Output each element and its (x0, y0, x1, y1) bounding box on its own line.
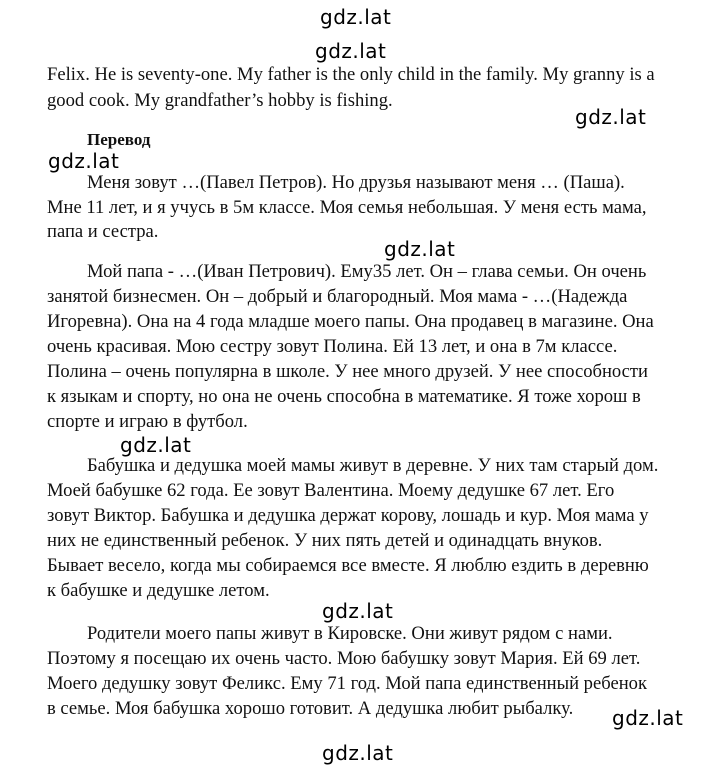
paragraph-line: Меня зовут …(Павел Петров). Но друзья называют меня … (Паша). (87, 172, 625, 193)
watermark-text: gdz.lat (120, 433, 192, 457)
paragraph-line: них не единственный ребенок. У них пять детей и одинадцать внуков. (47, 530, 603, 551)
paragraph-line: очень красивая. Мою сестру зовут Полина. Ей 13 лет, и она в 7м классе. (47, 336, 618, 357)
paragraph-line: Игоревна). Она на 4 года младше моего папы. Она продавец в магазине. Она (47, 311, 654, 332)
paragraph-line: Моего дедушку зовут Феликс. Ему 71 год. Мой папа единственный ребенок (47, 673, 647, 694)
paragraph-line: папа и сестра. (47, 221, 159, 242)
paragraph-line: к языкам и спорту, но она не очень способна в математике. Я тоже хорош в (47, 386, 641, 407)
watermark-text: gdz.lat (322, 741, 394, 765)
watermark-text: gdz.lat (384, 237, 456, 261)
translation-heading: Перевод (87, 130, 151, 149)
paragraph-line: Родители моего папы живут в Кировске. Они живут рядом с нами. (87, 623, 613, 644)
paragraph-line: в семье. Моя бабушка хорошо готовит. А дедушка любит рыбалку. (47, 698, 574, 719)
english-line: Felix. He is seventy-one. My father is the only child in the family. My granny is a (47, 64, 655, 85)
paragraph-line: Мне 11 лет, и я учусь в 5м классе. Моя семья небольшая. У меня есть мама, (47, 197, 647, 218)
paragraph-line: занятой бизнесмен. Он – добрый и благородный. Моя мама - …(Надежда (47, 286, 628, 307)
paragraph-line: к бабушке и дедушке летом. (47, 580, 270, 601)
paragraph-line: Мой папа - …(Иван Петрович). Ему35 лет. Он – глава семьи. Он очень (87, 261, 647, 282)
watermark-text: gdz.lat (320, 5, 392, 29)
watermark-text: gdz.lat (315, 39, 387, 63)
paragraph-line: Моей бабушке 62 года. Ее зовут Валентина. Моему дедушке 67 лет. Его (47, 480, 615, 501)
paragraph-line: зовут Виктор. Бабушка и дедушка держат корову, лошадь и кур. Моя мама у (47, 505, 649, 526)
paragraph-line: спорте и играю в футбол. (47, 411, 248, 432)
watermark-text: gdz.lat (48, 149, 120, 173)
paragraph-line: Поэтому я посещаю их очень часто. Мою бабушку зовут Мария. Ей 69 лет. (47, 648, 641, 669)
watermark-text: gdz.lat (575, 105, 647, 129)
paragraph-line: Полина – очень популярна в школе. У нее много друзей. У нее способности (47, 361, 649, 382)
watermark-text: gdz.lat (612, 706, 684, 730)
watermark-text: gdz.lat (322, 599, 394, 623)
paragraph-line: Бабушка и дедушка моей мамы живут в деревне. У них там старый дом. (87, 455, 659, 476)
english-line: good cook. My grandfather’s hobby is fishing. (47, 90, 393, 111)
paragraph-line: Бывает весело, когда мы собираемся все вместе. Я люблю ездить в деревню (47, 555, 649, 576)
